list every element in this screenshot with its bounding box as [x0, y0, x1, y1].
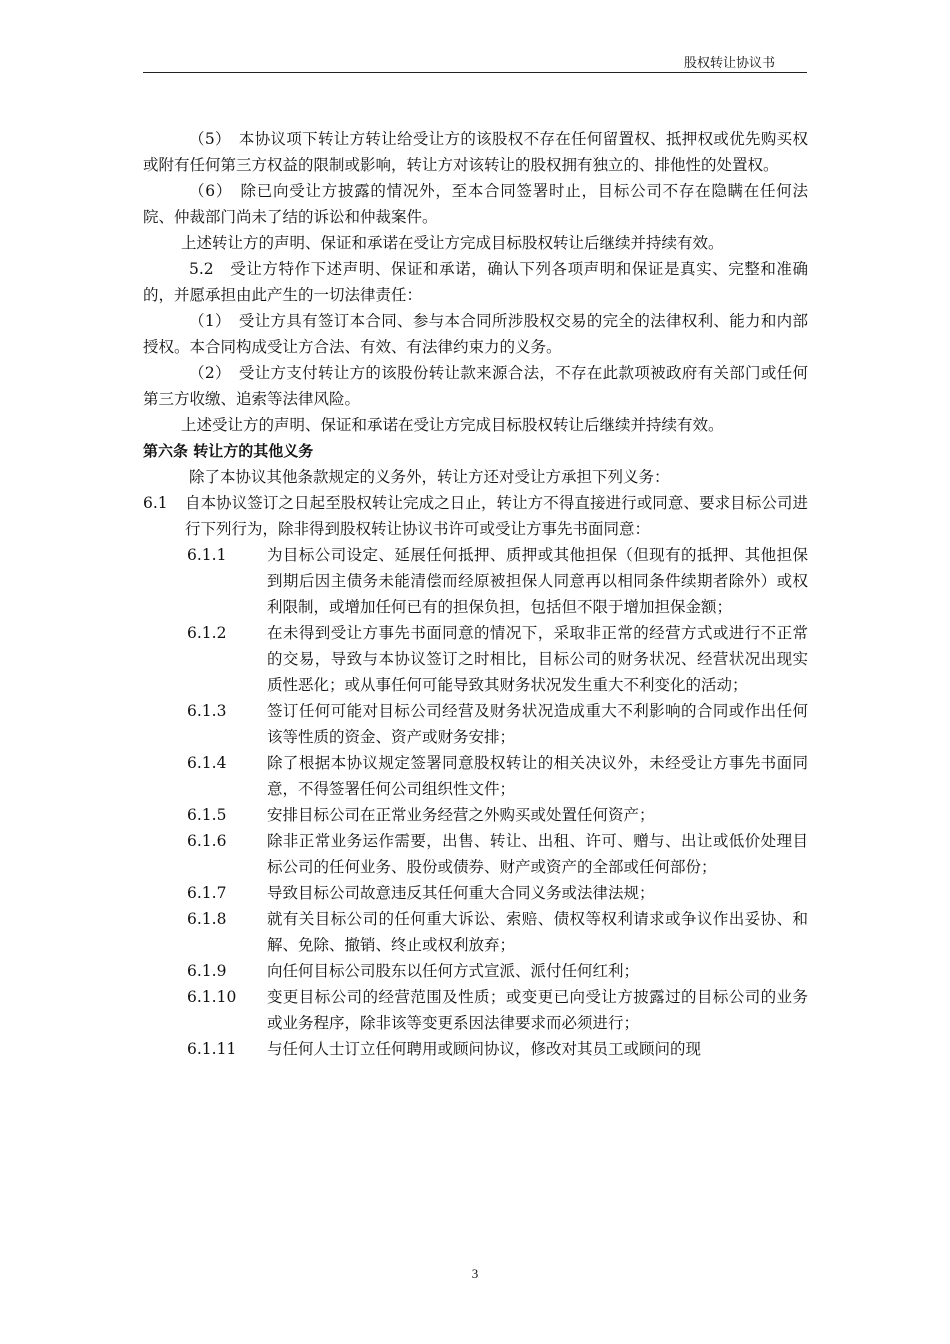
document-body: [143, 126, 808, 1062]
list-item: [143, 958, 808, 984]
page-number: 3: [471, 1266, 479, 1281]
item-text: 变更目标公司的经营范围及性质；或变更已向受让方披露过的目标公司的业务或业务程序，除非该等变更系因法律要求而必须进行；: [267, 988, 808, 1032]
header-title: 股权转让协议书: [683, 56, 775, 71]
item-text: 导致目标公司故意违反其任何重大合同义务或法律法规；: [267, 884, 655, 902]
item-number: 6.1.7: [187, 884, 227, 902]
paragraph-transferor-warranty-5: （5） 本协议项下转让方转让给受让方的该股权不存在任何留置权、抵押权或优先购买权或附有任何第三方权益的限制或影响，转让方对该转让的股权拥有独立的、排他性的处置权。: [143, 130, 808, 174]
paragraph-transferee-warranty-2: （2） 受让方支付转让方的该股份转让款来源合法，不存在此款项被政府有关部门或任何第三方收缴、追索等法律风险。: [143, 364, 808, 408]
item-text: 在未得到受让方事先书面同意的情况下，采取非正常的经营方式或进行不正常的交易，导致与本协议签订之时相比，目标公司的财务状况、经营状况出现实质性恶化；或从事任何可能导致其财务状况发生重大不利变化的活动；: [267, 624, 808, 694]
list-item: [143, 906, 808, 958]
list-item: [143, 880, 808, 906]
item-number: 6.1.1: [187, 546, 227, 564]
item-text: 签订任何可能对目标公司经营及财务状况造成重大不利影响的合同或作出任何该等性质的资金、资产或财务安排；: [267, 702, 808, 746]
list-item: [143, 802, 808, 828]
article-6-title: 第六条 转让方的其他义务: [143, 442, 314, 460]
item-number: 6.1.8: [187, 910, 227, 928]
list-item: [143, 620, 808, 698]
clause-number: 6.1: [143, 494, 168, 512]
list-item: [143, 542, 808, 620]
header-divider: [143, 72, 807, 73]
item-number: 6.1.3: [187, 702, 227, 720]
list-item: [143, 984, 808, 1036]
item-number: 6.1.10: [187, 988, 237, 1006]
item-number: 6.1.6: [187, 832, 227, 850]
article-6-intro: 除了本协议其他条款规定的义务外，转让方还对受让方承担下列义务：: [189, 468, 670, 486]
paragraph-transferee-summary: 上述受让方的声明、保证和承诺在受让方完成目标股权转让后继续并持续有效。: [181, 416, 724, 434]
item-number: 6.1.5: [187, 806, 227, 824]
item-number: 6.1.11: [187, 1040, 237, 1058]
item-text: 为目标公司设定、延展任何抵押、质押或其他担保（但现有的抵押、其他担保到期后因主债务未能清偿而经原被担保人同意再以相同条件续期者除外）或权利限制，或增加任何已有的担保负担，包括但不限于增加担保金额；: [267, 546, 808, 616]
item-number: 6.1.4: [187, 754, 227, 772]
clause-6-1: [143, 490, 808, 542]
paragraph-clause-5-2: 5.2 受让方特作下述声明、保证和承诺，确认下列各项声明和保证是真实、完整和准确的，并愿承担由此产生的一切法律责任：: [143, 260, 808, 304]
item-text: 向任何目标公司股东以任何方式宣派、派付任何红利；: [267, 962, 640, 980]
clause-text: 自本协议签订之日起至股权转让完成之日止，转让方不得直接进行或同意、要求目标公司进行下列行为，除非得到股权转让协议书许可或受让方事先书面同意：: [185, 494, 808, 538]
item-text: 安排目标公司在正常业务经营之外购买或处置任何资产；: [267, 806, 655, 824]
paragraph-transferor-warranty-6: （6） 除已向受让方披露的情况外，至本合同签署时止，目标公司不存在隐瞒在任何法院、仲裁部门尚未了结的诉讼和仲裁案件。: [143, 182, 808, 226]
item-number: 6.1.2: [187, 624, 227, 642]
item-text: 除了根据本协议规定签署同意股权转让的相关决议外，未经受让方事先书面同意，不得签署任何公司组织性文件；: [267, 754, 808, 798]
item-text: 就有关目标公司的任何重大诉讼、索赔、债权等权利请求或争议作出妥协、和解、免除、撤销、终止或权利放弃；: [267, 910, 808, 954]
item-number: 6.1.9: [187, 962, 227, 980]
list-item: [143, 828, 808, 880]
paragraph-transferee-warranty-1: （1） 受让方具有签订本合同、参与本合同所涉股权交易的完全的法律权利、能力和内部授权。本合同构成受让方合法、有效、有法律约束力的义务。: [143, 312, 808, 356]
item-text: 除非正常业务运作需要，出售、转让、出租、许可、赠与、出让或低价处理目标公司的任何业务、股份或债券、财产或资产的全部或任何部份；: [267, 832, 808, 876]
paragraph-transferor-summary: 上述转让方的声明、保证和承诺在受让方完成目标股权转让后继续并持续有效。: [181, 234, 724, 252]
list-item: [143, 1036, 808, 1062]
item-text: 与任何人士订立任何聘用或顾问协议，修改对其员工或顾问的现: [267, 1040, 702, 1058]
list-item: [143, 698, 808, 750]
list-item: [143, 750, 808, 802]
